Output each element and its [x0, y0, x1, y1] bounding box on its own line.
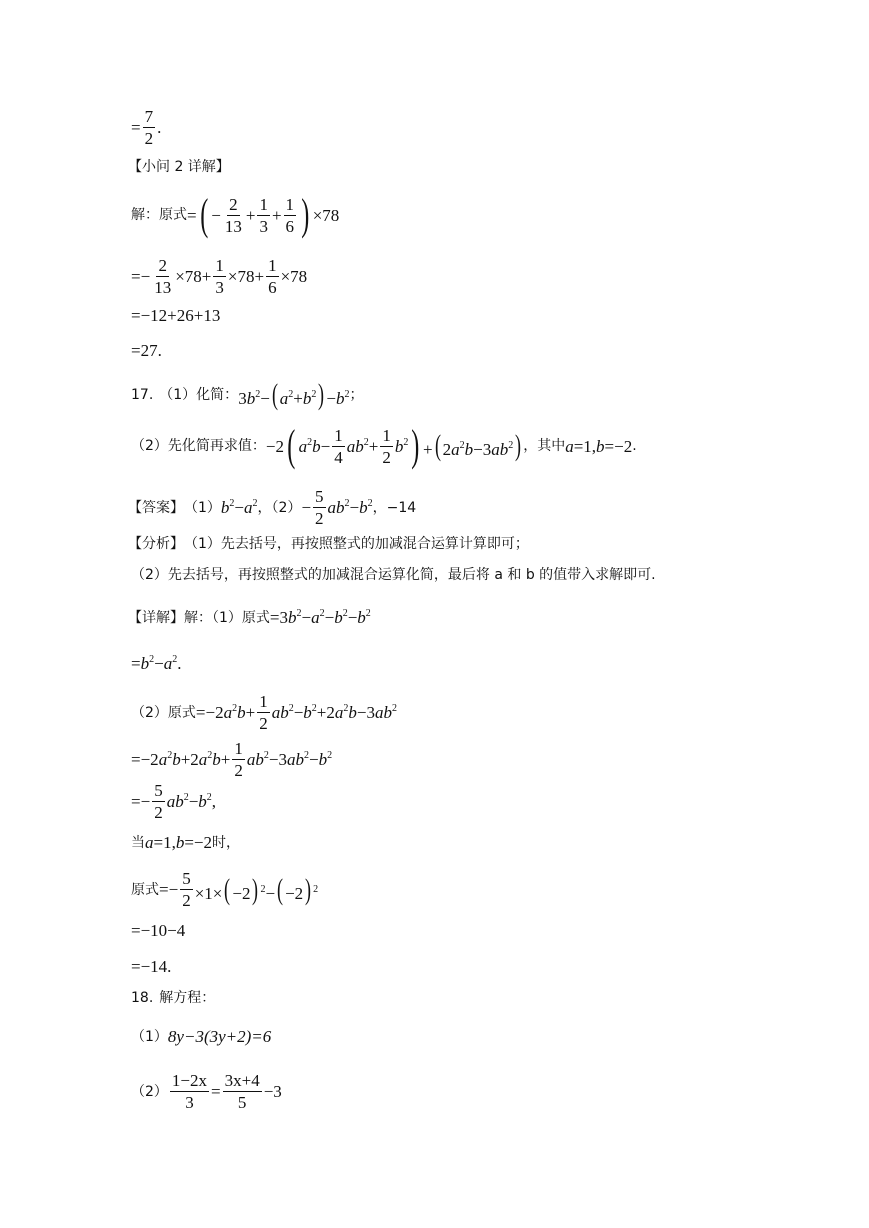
detail-when: 当 a=1,b=−2 时， [131, 833, 241, 852]
detail-line3: （2）原式 $=-2a^2b+$ $\frac{1}{2}$ $ab^2-b^2+2a^2b-3ab^2$ [131, 692, 397, 733]
q2-line3: =−12+26+13 [131, 306, 221, 325]
q2-line4: =27. [131, 341, 162, 360]
q2-heading: 【小问 2 详解】 [128, 159, 230, 175]
q2-line1: 解：原式 = ( − $\frac{2}{13}$ + $\frac{1}{3}$ + $\frac{1}{6}$ ) ×78 [131, 190, 340, 239]
answer-line: 【答案】 （1） $b^2-a^2$ ，（2） − $\frac{5}{2}$ $ab^2-b^2$ ，−14 [128, 487, 417, 528]
detail-step-m14: =−14. [131, 957, 172, 976]
detail-line1: 【详解】 解：（1）原式 $=3b^2-a^2-b^2-b^2$ [128, 608, 371, 627]
analysis-line1: 【分析】 （1）先去括号，再按照整式的加减混合运算计算即可； [128, 536, 529, 552]
step-seven-halves: = $\frac{7}{2}$ . [131, 107, 162, 148]
q18-part1: （1） 8y−3(3y+2)=6 [131, 1027, 272, 1046]
q18-part2: （2） $\frac{1-2x}{3}$ = $\frac{3x+4}{5}$ −3 [131, 1071, 282, 1112]
detail-line2: $=b^2-a^2$. [131, 654, 182, 673]
q2-line2: =− $\frac{2}{13}$ ×78 + $\frac{1}{3}$ ×78+ $\frac{1}{6}$ ×78 [131, 256, 308, 297]
q17-part1: 17. （1）化简： $3b^2-$( $a^2+b^2) -b^2$ ； [131, 378, 364, 411]
detail-line4: $=-2a^2b+2a^2b+$ $\frac{1}{2}$ $ab^2-3ab^2-b^2$ [131, 739, 333, 780]
q18-title: 18. 解方程： [131, 990, 216, 1006]
analysis-line2: （2）先去括号，再按照整式的加减混合运算化简，最后将 a 和 b 的值带入求解即可. [131, 567, 656, 583]
detail-substitute: 原式 =− $\frac{5}{2}$ ×1×( −2) $^2$−( −2) $^2$ [131, 869, 319, 910]
detail-line5: =− $\frac{5}{2}$ $ab^2-b^2$, [131, 781, 217, 822]
detail-step-m10-4: =−10−4 [131, 921, 186, 940]
q17-part2: （2）先化简再求值： −2 ( $a^2b-$ $\frac{1}{4}$ $ab^2+$ $\frac{1}{2}$ $b^2$ ) +( $2a^2b-3ab^2$) ，其中 a=1,b=−2 . [131, 421, 637, 470]
